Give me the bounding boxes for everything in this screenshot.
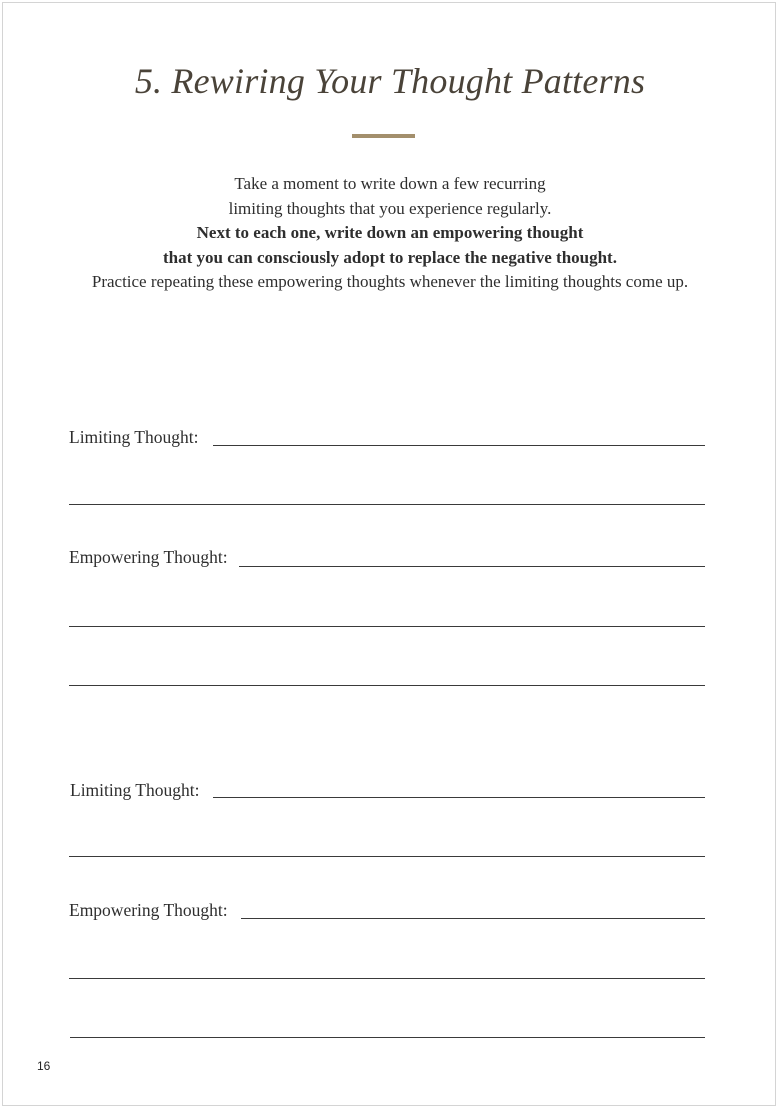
limiting-thought-label: Limiting Thought: bbox=[70, 780, 200, 800]
intro-line-2: limiting thoughts that you experience regularly. bbox=[228, 198, 552, 218]
limiting-thought-write-line[interactable] bbox=[213, 445, 705, 446]
page-title: 5. Rewiring Your Thought Patterns bbox=[134, 61, 646, 101]
empowering-thought-label: Empowering Thought: bbox=[69, 900, 228, 920]
limiting-thought-write-line-2[interactable] bbox=[69, 504, 705, 505]
limiting-thought-write-line-2[interactable] bbox=[69, 856, 705, 857]
intro-line-4-bold: that you can consciously adopt to replace the negative thought. bbox=[163, 247, 617, 267]
intro-line-3-bold: Next to each one, write down an empowering thought bbox=[196, 223, 584, 242]
intro-line-5: Practice repeating these empowering thoughts whenever the limiting thoughts come up. bbox=[91, 272, 689, 291]
intro-paragraph bbox=[0, 172, 780, 295]
limiting-thought-write-line[interactable] bbox=[213, 797, 705, 798]
empowering-thought-label: Empowering Thought: bbox=[69, 547, 228, 567]
empowering-thought-write-line[interactable] bbox=[239, 566, 705, 567]
intro-line-1: Take a moment to write down a few recurring bbox=[234, 174, 546, 193]
title-divider bbox=[352, 134, 415, 138]
empowering-thought-write-line[interactable] bbox=[241, 918, 705, 919]
empowering-thought-write-line-3[interactable] bbox=[69, 685, 705, 686]
limiting-thought-label: Limiting Thought: bbox=[69, 427, 199, 447]
empowering-thought-write-line-2[interactable] bbox=[69, 626, 705, 627]
empowering-thought-write-line-3[interactable] bbox=[70, 1037, 705, 1038]
page-number: 16 bbox=[37, 1059, 51, 1073]
empowering-thought-write-line-2[interactable] bbox=[69, 978, 705, 979]
